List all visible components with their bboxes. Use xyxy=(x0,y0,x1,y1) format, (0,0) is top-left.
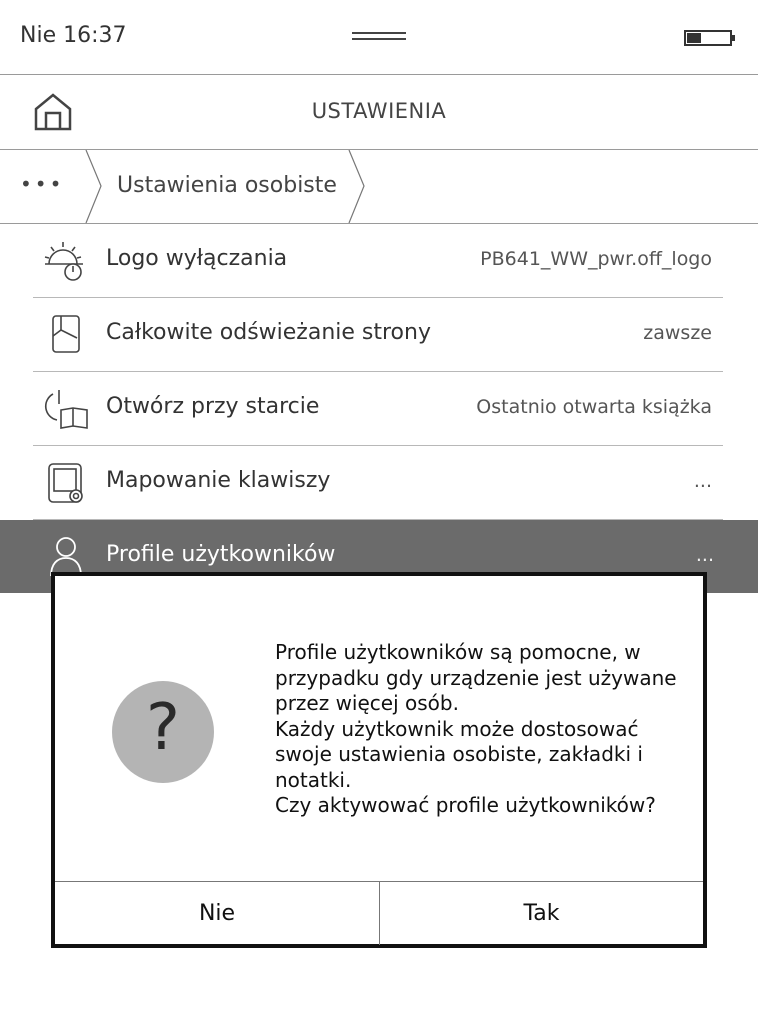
setting-value: zawsze xyxy=(643,322,712,344)
setting-label: Logo wyłączania xyxy=(106,246,288,271)
pull-down-handle[interactable] xyxy=(352,30,406,42)
sun-power-icon xyxy=(43,238,89,284)
setting-label: Profile użytkowników xyxy=(106,542,336,567)
setting-label: Otwórz przy starcie xyxy=(106,394,320,419)
battery-icon xyxy=(684,30,732,46)
yes-button[interactable]: Tak xyxy=(523,901,560,926)
status-bar xyxy=(0,0,758,75)
setting-label: Mapowanie klawiszy xyxy=(106,468,331,493)
setting-full-refresh[interactable] xyxy=(33,298,723,372)
key-mapping-icon xyxy=(43,460,89,506)
question-icon xyxy=(112,681,214,783)
breadcrumb-more[interactable]: ••• xyxy=(20,172,65,196)
setting-value: ... xyxy=(693,470,712,492)
confirm-dialog xyxy=(51,572,707,948)
app-header xyxy=(0,75,758,150)
page-title: USTAWIENIA xyxy=(311,99,447,123)
page-refresh-icon xyxy=(43,312,89,358)
question-symbol: ? xyxy=(146,691,180,765)
breadcrumb xyxy=(0,150,758,224)
no-button[interactable]: Nie xyxy=(55,882,380,945)
dialog-message: Profile użytkowników są pomocne, w przypadku gdy urządzenie jest używane przez więcej osób. Każdy użytkownik może dostosować swoje ustawienia osobiste, zakładki i notatki. Czy aktywować profile użytkowników? xyxy=(275,640,677,817)
breadcrumb-current[interactable]: Ustawienia osobiste xyxy=(117,173,337,198)
setting-value: Ostatnio otwarta książka xyxy=(476,396,712,418)
dialog-buttons xyxy=(55,881,703,945)
clock: Nie 16:37 xyxy=(20,23,127,48)
setting-shutdown-logo[interactable] xyxy=(33,224,723,298)
power-book-icon xyxy=(43,386,89,432)
setting-value: PB641_WW_pwr.off_logo xyxy=(480,248,712,270)
setting-value: ... xyxy=(695,544,714,566)
chevron-right-icon xyxy=(84,150,104,223)
setting-label: Całkowite odświeżanie strony xyxy=(106,320,431,345)
chevron-right-icon xyxy=(347,150,367,223)
setting-key-mapping[interactable] xyxy=(33,446,723,520)
setting-open-at-start[interactable] xyxy=(33,372,723,446)
